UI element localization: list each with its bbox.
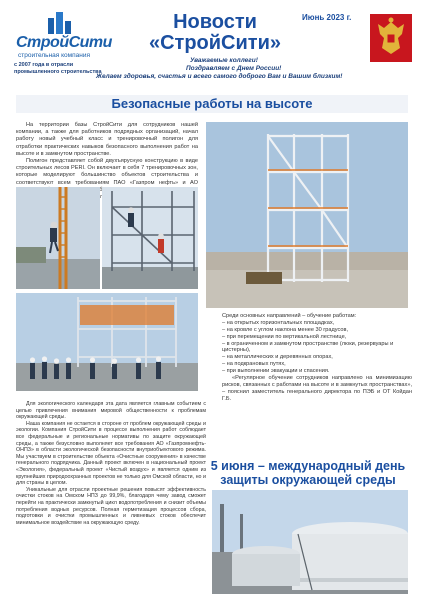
training-directions xyxy=(222,313,412,403)
photo-training-group xyxy=(16,293,198,391)
title-line1: Новости xyxy=(173,11,257,33)
article1-paragraph1: На территории базы СтройСити для сотрудников нашей компании, а также для работников подрядных организаций, начал работу новый учебный класс и тренировочный полигон для отработки практических навыков безопасного выполнения работ на высоте и в замкнутом пространстве. xyxy=(16,122,198,157)
greeting-line3: Желаем здоровья, счастья и всего самого доброго Вам и Вашим близким! xyxy=(96,73,343,80)
direction-item: – на открытых горизонтальных площадках, xyxy=(222,320,412,327)
direction-item: – на металлических и деревянных опорах, xyxy=(222,354,412,361)
photo-scaffold-tower xyxy=(206,122,408,308)
article2-paragraph1: Для экологического календаря эта дата является главным событием с целью привлечения внимания мировой общественности к проблемам окружающей среды. xyxy=(16,401,206,421)
article2-paragraph2: Наша компания не остается в стороне от проблем окружающей среды и экологии. Компания СтройСити в процессе выполнения работ соблюдает все федеральные и региональные нормативы по защите окружающей среды, а также безусловно выполняет все требования АО «Газпромнефть-ОНПЗ» в области экологической безопасности внутриобъектового режима. Мы участвуем в строительстве объекта «Очистные сооружения» в качестве генерального подрядчика. Данный проект включен в национальный проект «Экология», федеральный проект «Чистый воздух» и является одним из крупнейших природоохранных проектов не только для Омской области, но и для страны в целом. xyxy=(16,420,206,487)
photo-climber-tower xyxy=(16,187,100,289)
article2-paragraph3: Уникальные для отрасли проектные решения повысят эффективность очистки стоков на Омском НПЗ до 99,9%, благодаря чему завод сможет перейти на практически замкнутый цикл водопотребления и снизит объемы потребления водных ресурсов. Полная герметизация процессов сбора, подготовки и очистки промышленных и ливневых стоков обеспечит минимальное воздействие на окружающую среду. xyxy=(16,486,206,526)
emblem-badge xyxy=(370,14,412,62)
issue-date: Июнь 2023 г. xyxy=(302,13,352,22)
logo-since: с 2007 года в отрасли промышленного строительства xyxy=(14,62,102,75)
logo-name: СтройСити xyxy=(16,34,112,51)
company-logo xyxy=(14,6,112,88)
photo-scaffold-training xyxy=(102,187,198,289)
direction-item: – на подкрановых путях, xyxy=(222,361,412,368)
article2-title: 5 июня – международный день защиты окружающей среды xyxy=(210,459,406,487)
photo-refinery-tanks xyxy=(212,490,408,594)
article2-text xyxy=(16,401,206,526)
logo-subtitle: строительная компания xyxy=(18,52,90,59)
safety-quote: «Регулярное обучение сотрудников направлено на минимизацию рисков, связанных с работами на высоте и в замкнутых пространствах», – пояснил заместитель генерального директора по ПЭБ и ОТ Койдан Г.Б. xyxy=(222,374,412,403)
newsletter-header xyxy=(0,0,424,88)
greeting-line2: Поздравляем с Днем России! xyxy=(186,65,282,72)
direction-item: – при выполнении эвакуации и спасения. xyxy=(222,368,412,375)
title-line2: «СтройСити» xyxy=(148,32,282,54)
building-logo-icon xyxy=(44,12,74,34)
directions-intro: Среди основных направлений – обучение работам: xyxy=(222,313,357,319)
direction-item: – при перемещении по вертикальной лестнице, xyxy=(222,334,412,341)
article1-paragraph2: Полигон представляет собой двухъярусную конструкцию в виде строительных лесов PERI. Он включает в себя 7 тренировочных зон, которые моделируют большинство объектов строительства и соответствуют всем требованиям ПАО «Газпром нефть» и АО xyxy=(16,158,198,186)
greeting-line1: Уважаемые коллеги! xyxy=(190,57,258,64)
article1-title-bar xyxy=(16,95,408,113)
article1-title: Безопасные работы на высоте xyxy=(111,96,313,111)
directions-list xyxy=(222,320,412,374)
russia-coat-of-arms-icon xyxy=(370,14,412,62)
newsletter-title xyxy=(140,12,290,54)
direction-item: – на кровле с углом наклона менее 30 градусов, xyxy=(222,327,412,334)
direction-item: – в ограниченном и замкнутом пространстве (люки, резервуары и цистерны), xyxy=(222,341,412,355)
